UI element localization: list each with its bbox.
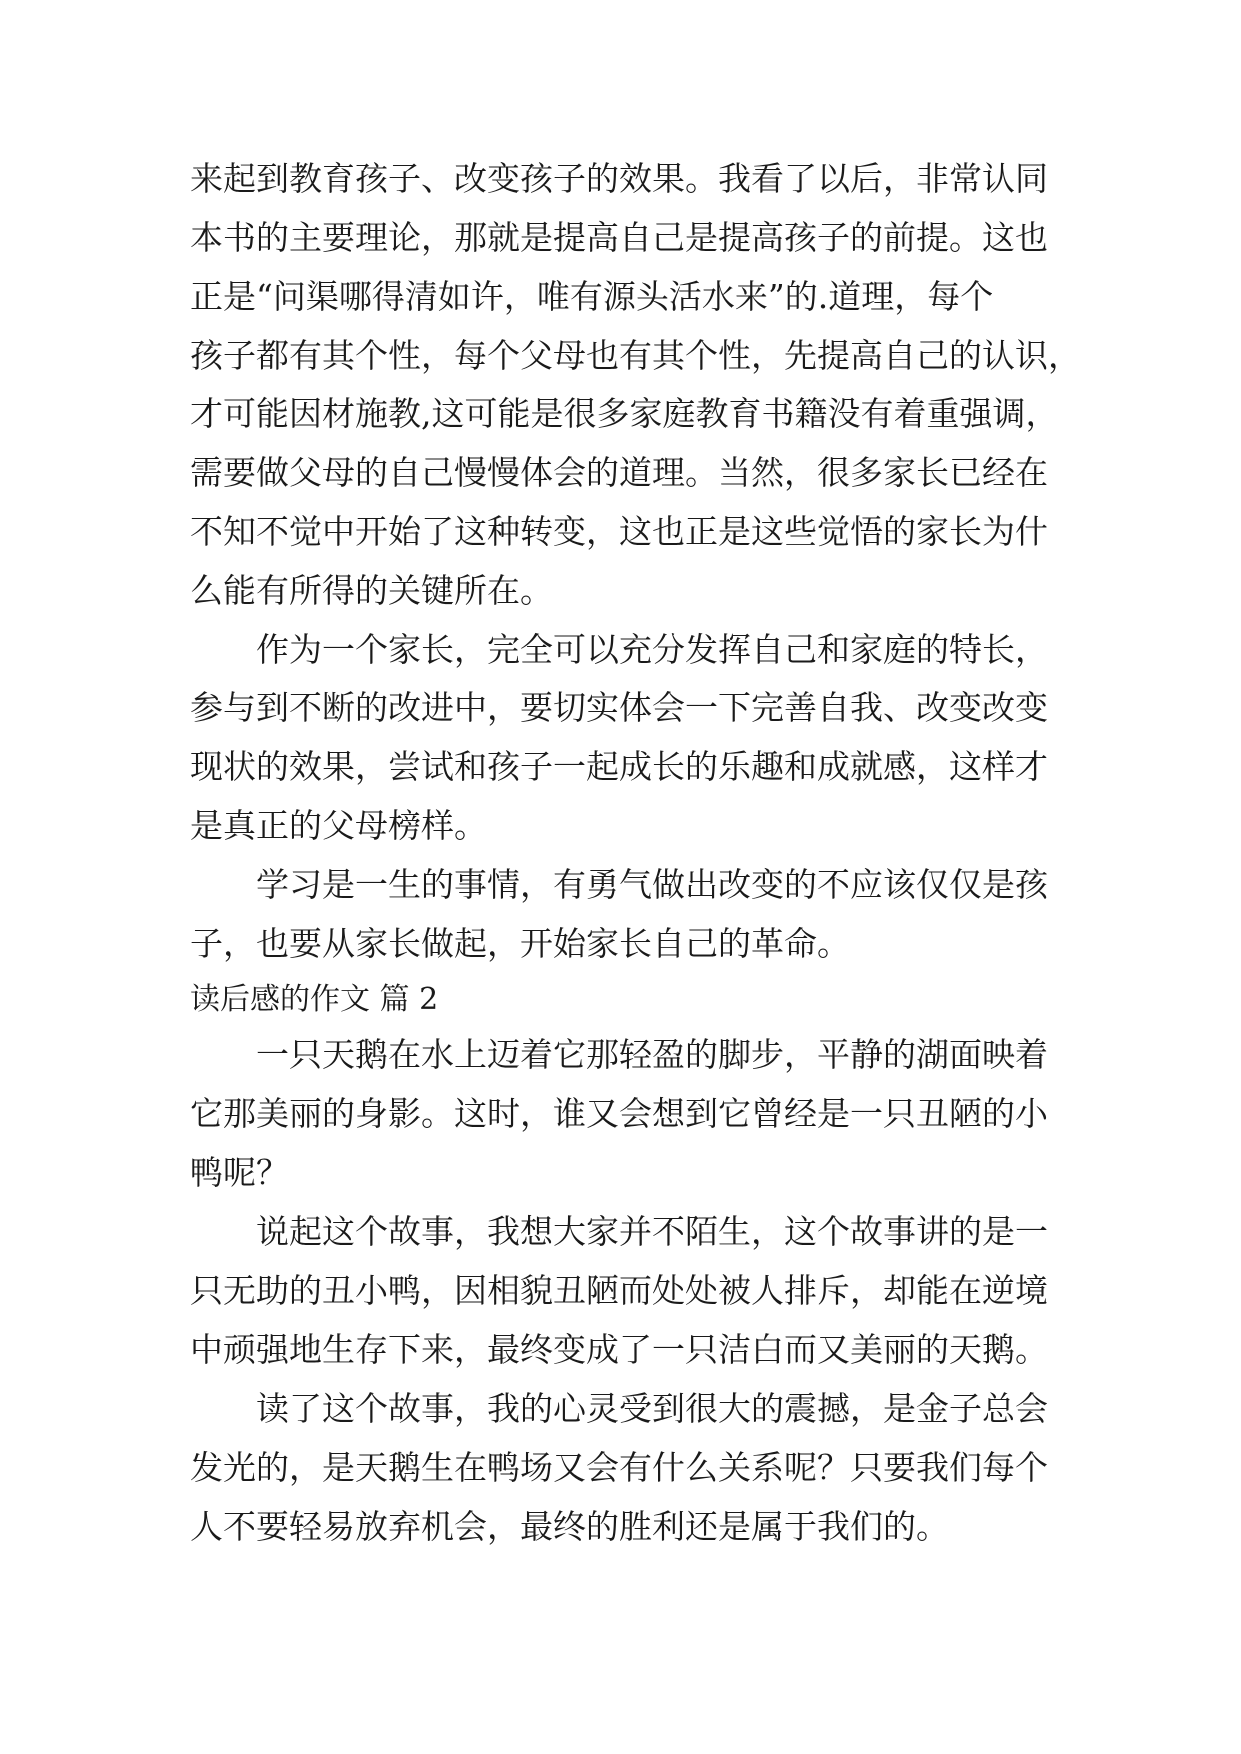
text-line: 只无助的丑小鸭，因相貌丑陋而处处被人排斥，却能在逆境: [190, 1271, 1048, 1310]
text-line: 正是“问渠哪得清如许，唯有源头活水来”的.道理，每个: [190, 277, 994, 316]
text-line: 现状的效果，尝试和孩子一起成长的乐趣和成就感，这样才: [190, 747, 1048, 786]
text-line: 发光的，是天鹅生在鸭场又会有什么关系呢？只要我们每个: [190, 1448, 1048, 1487]
text-line: 孩子都有其个性，每个父母也有其个性，先提高自己的认识，: [190, 336, 1081, 375]
text-line: 来起到教育孩子、改变孩子的效果。我看了以后，非常认同: [190, 159, 1048, 198]
text-line: 人不要轻易放弃机会，最终的胜利还是属于我们的。: [190, 1507, 949, 1546]
text-line: 才可能因材施教,这可能是很多家庭教育书籍没有着重强调，: [190, 394, 1059, 433]
text-line: 本书的主要理论，那就是提高自己是提高孩子的前提。这也: [190, 218, 1048, 257]
text-line: 说起这个故事，我想大家并不陌生，这个故事讲的是一: [256, 1212, 1048, 1251]
text-line: 是真正的父母榜样。: [190, 806, 487, 845]
text-line: 么能有所得的关键所在。: [190, 571, 553, 610]
text-line: 需要做父母的自己慢慢体会的道理。当然，很多家长已经在: [190, 453, 1048, 492]
text-line: 作为一个家长，完全可以充分发挥自己和家庭的特长，: [256, 630, 1048, 669]
section-heading: 读后感的作文 篇 2: [190, 982, 439, 1017]
text-line: 它那美丽的身影。这时，谁又会想到它曾经是一只丑陋的小: [190, 1094, 1048, 1133]
text-line: 鸭呢？: [190, 1153, 289, 1192]
text-line: 参与到不断的改进中，要切实体会一下完善自我、改变改变: [190, 688, 1048, 727]
text-line: 学习是一生的事情，有勇气做出改变的不应该仅仅是孩: [256, 865, 1048, 904]
text-line: 一只天鹅在水上迈着它那轻盈的脚步，平静的湖面映着: [256, 1035, 1048, 1074]
text-line: 中顽强地生存下来，最终变成了一只洁白而又美丽的天鹅。: [190, 1330, 1048, 1369]
text-line: 子，也要从家长做起，开始家长自己的革命。: [190, 924, 850, 963]
text-line: 不知不觉中开始了这种转变，这也正是这些觉悟的家长为什: [190, 512, 1048, 551]
text-line: 读了这个故事，我的心灵受到很大的震撼，是金子总会: [256, 1389, 1048, 1428]
